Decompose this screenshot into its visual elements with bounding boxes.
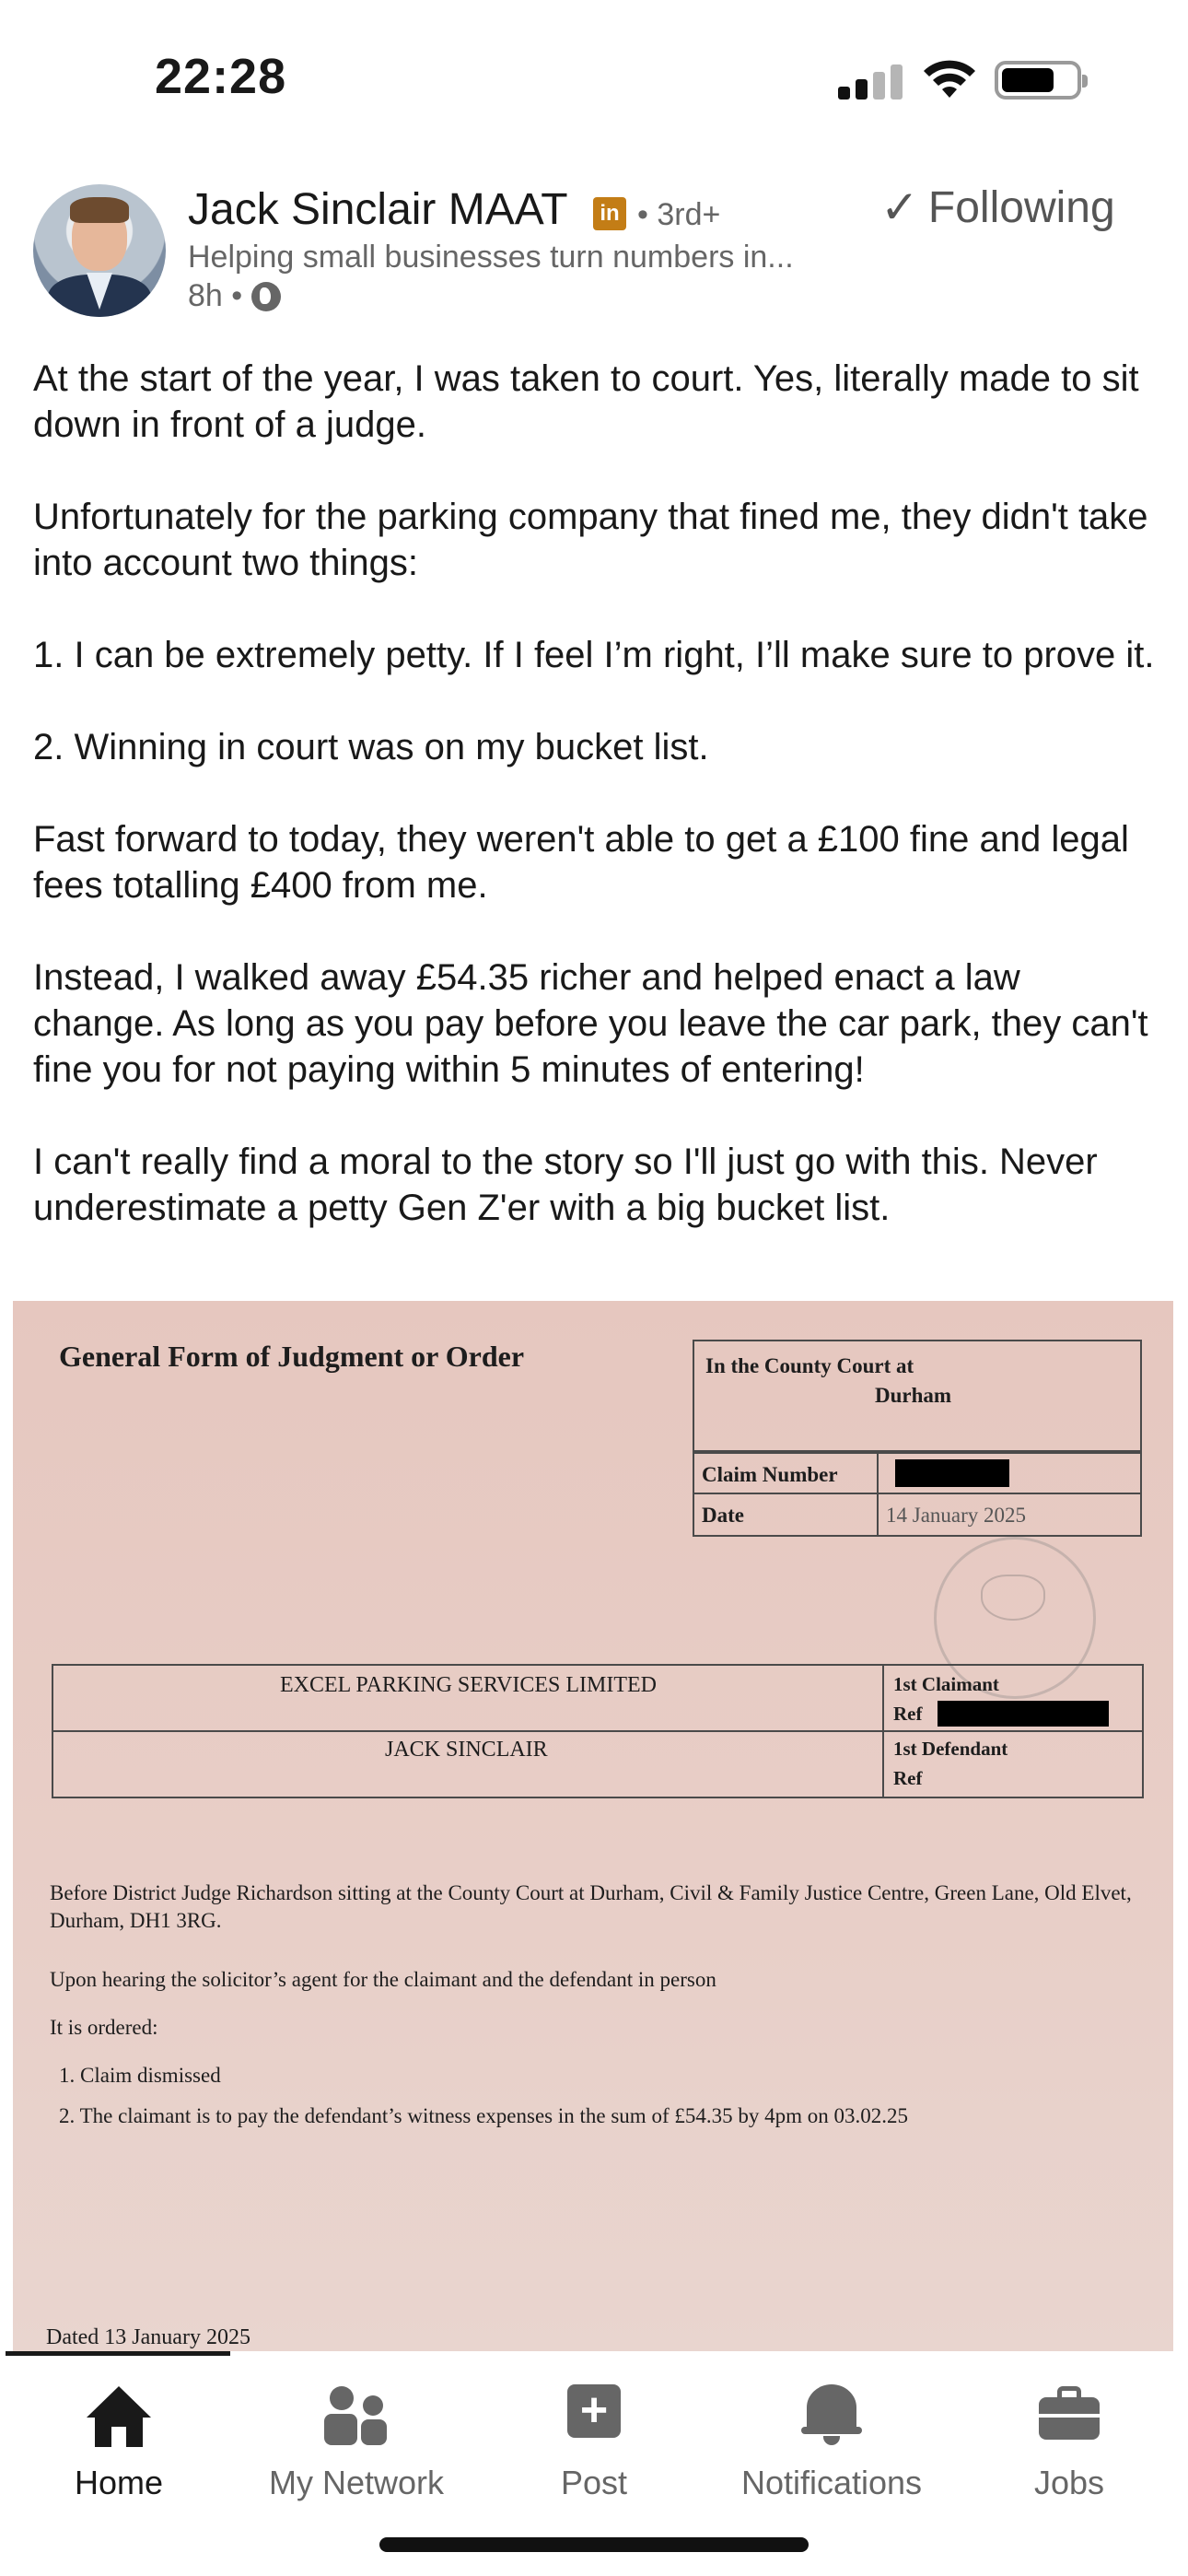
date-value: 14 January 2025 (886, 1504, 1027, 1527)
author-avatar[interactable] (33, 184, 166, 317)
defendant-name: JACK SINCLAIR (385, 1738, 548, 1762)
redaction-bar (938, 1701, 1109, 1727)
linkedin-premium-badge-icon: in (593, 197, 626, 230)
home-indicator[interactable] (379, 2537, 809, 2552)
following-label: Following (927, 182, 1115, 232)
post-paragraph: 1. I can be extremely petty. If I feel I’m right, I’ll make sure to prove it. (33, 635, 1155, 675)
before-judge-text: Before District Judge Richardson sitting at the County Court at Durham, Civil & Family Justice Centre, Green Lane, Old Elvet, Durham, DH1 3RG. (50, 1881, 1132, 1932)
post-paragraph: Fast forward to today, they weren't able to get a £100 fine and legal fees totalling £400 from me. (33, 819, 1129, 906)
defendant-role-label: 1st Defendant (893, 1738, 1008, 1760)
bell-icon (799, 2383, 864, 2447)
battery-icon (995, 61, 1081, 100)
following-button[interactable] (880, 181, 1115, 234)
date-label: Date (702, 1504, 744, 1527)
defendant-ref-label: Ref (893, 1767, 923, 1789)
nav-home[interactable] (0, 2368, 238, 2502)
nav-post-label: Post (560, 2464, 628, 2501)
post-icon: + (562, 2383, 626, 2447)
dated-text: Dated 13 January 2025 (46, 2325, 250, 2349)
court-document-image[interactable] (13, 1301, 1173, 2351)
home-icon (87, 2383, 151, 2447)
defendant-role (893, 1734, 1007, 1793)
nav-notifications-label: Notifications (740, 2464, 923, 2501)
redaction-bar (895, 1459, 1009, 1487)
network-icon (324, 2383, 389, 2447)
status-time: 22:28 (155, 49, 287, 104)
ordered-text: It is ordered: (50, 2016, 158, 2039)
claim-number-label: Claim Number (702, 1463, 838, 1486)
claim-number-row (693, 1452, 1142, 1494)
claimant-role-label: 1st Claimant (893, 1673, 999, 1695)
claimant-ref-label: Ref (893, 1703, 923, 1725)
date-row (693, 1494, 1142, 1537)
upon-hearing-text: Upon hearing the solicitor’s agent for the claimant and the defendant in person (50, 1968, 716, 1991)
post-paragraph: Unfortunately for the parking company that fined me, they didn't take into account two things: (33, 497, 1148, 583)
wifi-icon (923, 59, 976, 100)
active-tab-indicator (6, 2351, 230, 2356)
post-text (33, 356, 1157, 1277)
post-paragraph: 2. Winning in court was on my bucket list. (33, 727, 709, 767)
briefcase-icon (1037, 2383, 1101, 2447)
post-paragraph: At the start of the year, I was taken to court. Yes, literally made to sit down in front of a judge. (33, 358, 1139, 445)
author-headline: Helping small businesses turn numbers in... (188, 240, 794, 275)
nav-post[interactable] (475, 2368, 713, 2502)
checkmark-icon: ✓ (880, 181, 919, 233)
post-paragraph: Instead, I walked away £54.35 richer and helped enact a law change. As long as you pay before you leave the car park, they can't fine you for not paying within 5 minutes of entering! (33, 957, 1148, 1090)
post-time: 8h • (188, 278, 243, 313)
nav-notifications[interactable] (713, 2368, 950, 2502)
author-name[interactable]: Jack Sinclair MAAT (188, 185, 568, 234)
parties-table (52, 1664, 1144, 1798)
order-item: 1. Claim dismissed (59, 2064, 221, 2087)
court-box (693, 1340, 1142, 1452)
post-meta (188, 278, 281, 314)
order-item: 2. The claimant is to pay the defendant’s witness expenses in the sum of £54.35 by 4pm on 03.02.25 (59, 2104, 908, 2127)
nav-home-label: Home (74, 2464, 164, 2501)
globe-icon (251, 282, 281, 311)
nav-my-network[interactable] (238, 2368, 475, 2502)
post-paragraph: I can't really find a moral to the story so I'll just go with this. Never underestimate a petty Gen Z'er with a big bucket list. (33, 1142, 1098, 1228)
nav-my-network-label: My Network (268, 2464, 445, 2501)
court-line-1: In the County Court at (705, 1354, 914, 1377)
claimant-name: EXCEL PARKING SERVICES LIMITED (280, 1673, 657, 1697)
connection-degree: • 3rd+ (637, 197, 721, 232)
nav-jobs-label: Jobs (1033, 2464, 1105, 2501)
cellular-signal-icon (838, 64, 903, 100)
court-line-2: Durham (875, 1384, 952, 1407)
nav-jobs[interactable] (950, 2368, 1188, 2502)
document-title: General Form of Judgment or Order (59, 1340, 525, 1373)
